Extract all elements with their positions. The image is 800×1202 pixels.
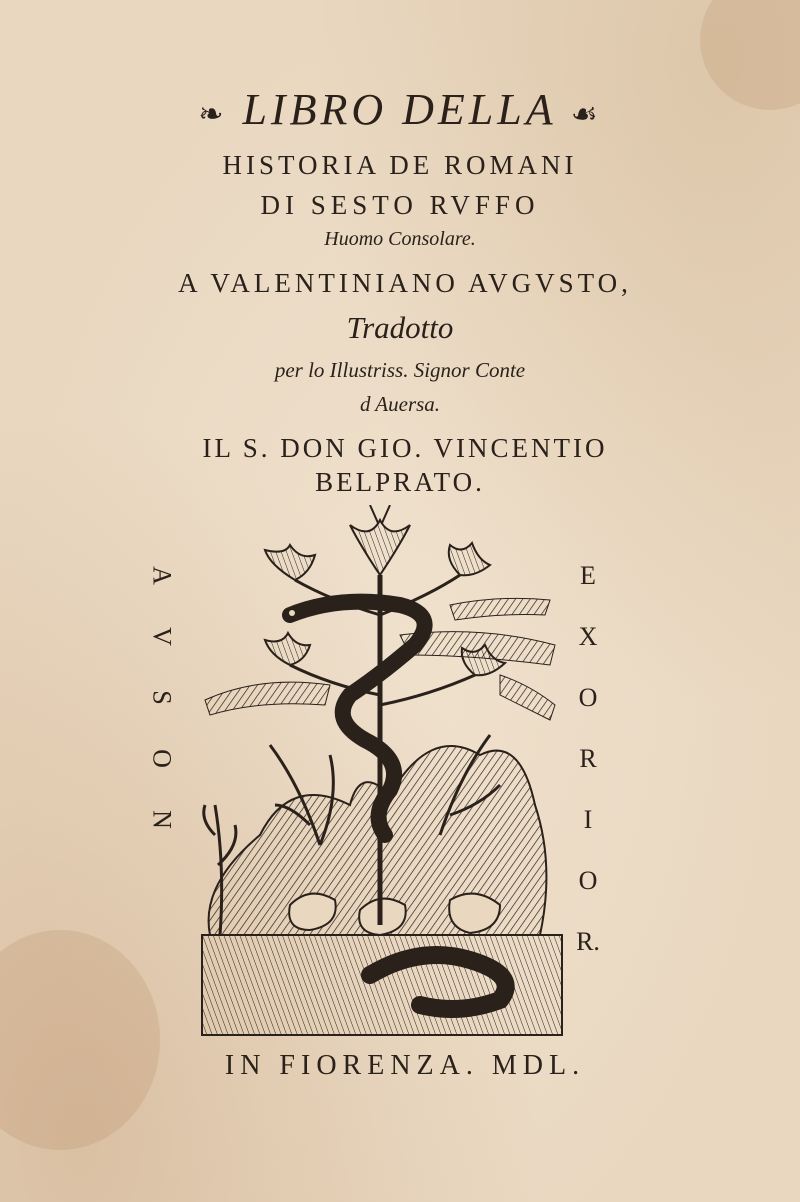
motto-left-letter: N [147,810,177,829]
cloud-icon [500,675,555,720]
motto-right-letter: R. [576,927,600,956]
translator-line-2: d Auersa. [359,392,441,416]
motto-left-column [142,545,182,850]
lily-flower-icon [350,505,410,575]
title-line-1 [0,84,800,135]
dedication-line: A VALENTINIANO AVGVSTO, [178,268,632,298]
motto-right-letter: O [578,866,598,895]
fleuron-left-icon: ❧ [198,98,228,131]
motto-right-letter: X [578,622,598,651]
printer-device-woodcut [200,505,570,1040]
dedicatee-line-2: BELPRATO. [315,467,485,497]
motto-left-letter: V [147,627,177,646]
motto-right-letter: E [580,561,596,590]
translated-line: Tradotto [346,310,454,345]
author-line: DI SESTO RVFFO [260,190,540,220]
motto-right-letter: I [583,805,593,834]
author-title-line: Huomo Consolare. [324,228,476,250]
title-line-2: HISTORIA DE ROMANI [222,150,578,180]
title-text: LIBRO DELLA [242,85,556,134]
lily-flower-icon [265,545,315,580]
motto-left-letter: S [147,690,177,705]
cloud-icon [205,682,330,715]
motto-left-letter: O [147,749,177,768]
motto-right-letter: R [579,744,597,773]
motto-right-column [568,545,608,972]
motto-left-letter: A [147,566,177,585]
fleuron-right-icon: ☙ [570,98,602,131]
motto-right-letter: O [578,683,598,712]
cloud-icon [450,598,550,620]
lily-flower-icon [265,633,310,665]
dedicatee-line-1: IL S. DON GIO. VINCENTIO [202,433,608,463]
lily-flower-icon [449,543,490,575]
translator-line-1: per lo Illustriss. Signor Conte [274,358,526,382]
imprint-line: IN FIORENZA. MDL. [224,1050,586,1081]
paper-stain [0,930,160,1150]
